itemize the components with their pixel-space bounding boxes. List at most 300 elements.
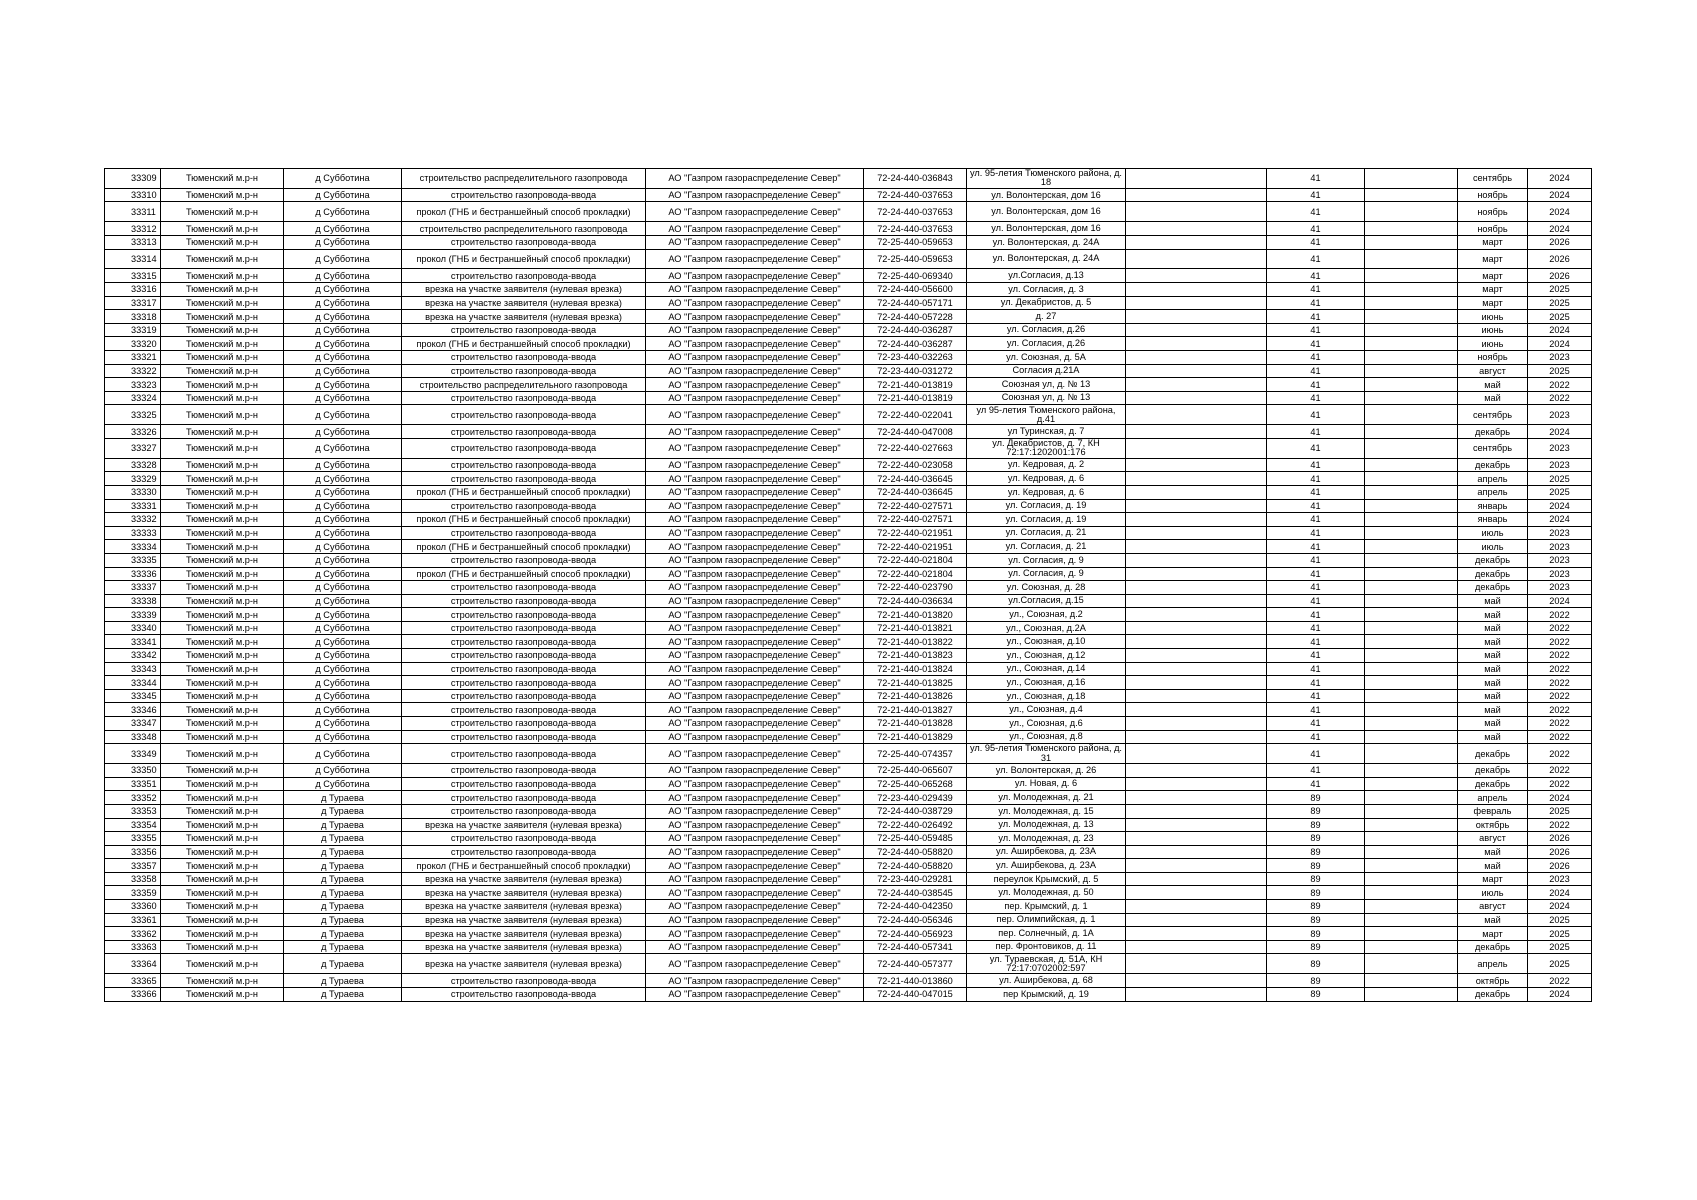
cell-address: ул. Волонтерская, д. 26 <box>967 764 1126 778</box>
cell-district: Тюменский м.р-н <box>161 974 284 988</box>
cell-locality: д Субботина <box>284 764 402 778</box>
cell-number: 33343 <box>105 662 161 676</box>
cell-locality: д Субботина <box>284 249 402 269</box>
cell-empty-1 <box>1126 818 1267 832</box>
cell-organization: АО "Газпром газораспределение Север" <box>646 818 864 832</box>
cell-month: май <box>1458 859 1528 873</box>
cell-number: 33310 <box>105 188 161 202</box>
cell-application-id: 72-23-440-029281 <box>864 872 967 886</box>
cell-code: 41 <box>1267 581 1365 595</box>
cell-number: 33321 <box>105 351 161 365</box>
cell-district: Тюменский м.р-н <box>161 438 284 458</box>
cell-code: 41 <box>1267 764 1365 778</box>
cell-address: ул.Согласия, д.15 <box>967 594 1126 608</box>
cell-month: декабрь <box>1458 764 1528 778</box>
table-row <box>105 540 1592 554</box>
cell-district: Тюменский м.р-н <box>161 222 284 236</box>
cell-month: декабрь <box>1458 581 1528 595</box>
cell-year: 2026 <box>1528 859 1592 873</box>
cell-empty-2 <box>1365 188 1458 202</box>
cell-number: 33325 <box>105 405 161 425</box>
cell-empty-1 <box>1126 987 1267 1001</box>
cell-number: 33324 <box>105 391 161 405</box>
cell-application-id: 72-24-440-036287 <box>864 323 967 337</box>
cell-empty-1 <box>1126 804 1267 818</box>
cell-number: 33355 <box>105 832 161 846</box>
cell-address: ул. Молодежная, д. 13 <box>967 818 1126 832</box>
cell-number: 33348 <box>105 730 161 744</box>
cell-month: август <box>1458 364 1528 378</box>
cell-empty-2 <box>1365 581 1458 595</box>
cell-work-type: строительство распределительного газопровода <box>402 378 646 392</box>
cell-code: 89 <box>1267 974 1365 988</box>
cell-address: ул. Молодежная, д. 21 <box>967 791 1126 805</box>
cell-year: 2026 <box>1528 845 1592 859</box>
cell-month: март <box>1458 927 1528 941</box>
cell-code: 41 <box>1267 323 1365 337</box>
cell-code: 41 <box>1267 364 1365 378</box>
cell-empty-2 <box>1365 676 1458 690</box>
table-row <box>105 804 1592 818</box>
cell-organization: АО "Газпром газораспределение Север" <box>646 940 864 954</box>
cell-organization: АО "Газпром газораспределение Север" <box>646 296 864 310</box>
cell-empty-1 <box>1126 777 1267 791</box>
table-row <box>105 310 1592 324</box>
cell-address: ул., Союзная, д.4 <box>967 703 1126 717</box>
cell-code: 41 <box>1267 703 1365 717</box>
cell-year: 2022 <box>1528 676 1592 690</box>
cell-address: ул. Волонтерская, д. 24А <box>967 235 1126 249</box>
cell-code: 41 <box>1267 621 1365 635</box>
cell-number: 33365 <box>105 974 161 988</box>
cell-month: май <box>1458 703 1528 717</box>
cell-organization: АО "Газпром газораспределение Север" <box>646 310 864 324</box>
cell-empty-2 <box>1365 269 1458 283</box>
cell-locality: д Субботина <box>284 169 402 189</box>
cell-locality: д Субботина <box>284 364 402 378</box>
cell-locality: д Субботина <box>284 458 402 472</box>
cell-locality: д Тураева <box>284 832 402 846</box>
cell-year: 2024 <box>1528 594 1592 608</box>
cell-organization: АО "Газпром газораспределение Север" <box>646 567 864 581</box>
cell-district: Тюменский м.р-н <box>161 954 284 974</box>
cell-empty-2 <box>1365 717 1458 731</box>
cell-code: 41 <box>1267 438 1365 458</box>
cell-organization: АО "Газпром газораспределение Север" <box>646 351 864 365</box>
cell-number: 33362 <box>105 927 161 941</box>
cell-empty-1 <box>1126 540 1267 554</box>
cell-work-type: строительство газопровода-ввода <box>402 777 646 791</box>
cell-number: 33341 <box>105 635 161 649</box>
table-row <box>105 777 1592 791</box>
cell-month: январь <box>1458 499 1528 513</box>
cell-empty-2 <box>1365 378 1458 392</box>
cell-year: 2026 <box>1528 235 1592 249</box>
table-row <box>105 913 1592 927</box>
cell-empty-1 <box>1126 886 1267 900</box>
cell-work-type: строительство газопровода-ввода <box>402 676 646 690</box>
table-row <box>105 744 1592 764</box>
cell-organization: АО "Газпром газораспределение Север" <box>646 472 864 486</box>
cell-district: Тюменский м.р-н <box>161 832 284 846</box>
cell-year: 2025 <box>1528 913 1592 927</box>
cell-locality: д Субботина <box>284 283 402 297</box>
cell-application-id: 72-25-440-059653 <box>864 235 967 249</box>
cell-organization: АО "Газпром газораспределение Север" <box>646 337 864 351</box>
cell-month: июнь <box>1458 323 1528 337</box>
cell-empty-1 <box>1126 900 1267 914</box>
cell-work-type: строительство газопровода-ввода <box>402 364 646 378</box>
cell-month: май <box>1458 621 1528 635</box>
cell-number: 33358 <box>105 872 161 886</box>
cell-year: 2025 <box>1528 927 1592 941</box>
table-row <box>105 405 1592 425</box>
cell-empty-2 <box>1365 438 1458 458</box>
cell-month: декабрь <box>1458 777 1528 791</box>
cell-empty-2 <box>1365 621 1458 635</box>
cell-address: ул. Согласия, д.26 <box>967 337 1126 351</box>
cell-empty-2 <box>1365 913 1458 927</box>
cell-code: 41 <box>1267 310 1365 324</box>
cell-application-id: 72-22-440-027663 <box>864 438 967 458</box>
cell-organization: АО "Газпром газораспределение Север" <box>646 169 864 189</box>
cell-application-id: 72-24-440-056923 <box>864 927 967 941</box>
cell-number: 33313 <box>105 235 161 249</box>
cell-year: 2022 <box>1528 764 1592 778</box>
cell-work-type: строительство газопровода-ввода <box>402 458 646 472</box>
cell-work-type: прокол (ГНБ и бестраншейный способ прокладки) <box>402 540 646 554</box>
cell-number: 33361 <box>105 913 161 927</box>
cell-month: май <box>1458 391 1528 405</box>
cell-address: ул. Молодежная, д. 50 <box>967 886 1126 900</box>
cell-application-id: 72-21-440-013860 <box>864 974 967 988</box>
cell-address: Союзная ул, д. № 13 <box>967 378 1126 392</box>
table-row <box>105 954 1592 974</box>
cell-address: ул. Согласия, д. 21 <box>967 526 1126 540</box>
cell-code: 41 <box>1267 249 1365 269</box>
cell-empty-1 <box>1126 169 1267 189</box>
cell-work-type: строительство газопровода-ввода <box>402 689 646 703</box>
cell-empty-2 <box>1365 804 1458 818</box>
cell-address: ул Туринская, д. 7 <box>967 425 1126 439</box>
cell-number: 33311 <box>105 202 161 222</box>
cell-code: 41 <box>1267 405 1365 425</box>
cell-locality: д Тураева <box>284 872 402 886</box>
cell-work-type: прокол (ГНБ и бестраншейный способ прокладки) <box>402 202 646 222</box>
cell-locality: д Субботина <box>284 310 402 324</box>
cell-empty-2 <box>1365 235 1458 249</box>
cell-code: 89 <box>1267 954 1365 974</box>
cell-locality: д Субботина <box>284 378 402 392</box>
cell-locality: д Субботина <box>284 676 402 690</box>
cell-application-id: 72-21-440-013826 <box>864 689 967 703</box>
cell-work-type: строительство газопровода-ввода <box>402 405 646 425</box>
cell-work-type: прокол (ГНБ и бестраншейный способ прокладки) <box>402 567 646 581</box>
cell-work-type: прокол (ГНБ и бестраншейный способ прокладки) <box>402 513 646 527</box>
table-row <box>105 438 1592 458</box>
table-row <box>105 269 1592 283</box>
cell-month: октябрь <box>1458 974 1528 988</box>
cell-empty-1 <box>1126 526 1267 540</box>
cell-number: 33346 <box>105 703 161 717</box>
cell-address: ул. Кедровая, д. 6 <box>967 485 1126 499</box>
cell-district: Тюменский м.р-н <box>161 594 284 608</box>
cell-locality: д Субботина <box>284 717 402 731</box>
cell-year: 2022 <box>1528 974 1592 988</box>
cell-year: 2024 <box>1528 323 1592 337</box>
cell-code: 89 <box>1267 818 1365 832</box>
cell-year: 2023 <box>1528 405 1592 425</box>
cell-year: 2022 <box>1528 378 1592 392</box>
cell-application-id: 72-21-440-013824 <box>864 662 967 676</box>
cell-empty-1 <box>1126 391 1267 405</box>
cell-locality: д Субботина <box>284 662 402 676</box>
cell-code: 41 <box>1267 635 1365 649</box>
cell-month: февраль <box>1458 804 1528 818</box>
cell-year: 2025 <box>1528 804 1592 818</box>
cell-empty-1 <box>1126 974 1267 988</box>
table-row <box>105 635 1592 649</box>
cell-empty-1 <box>1126 744 1267 764</box>
cell-empty-2 <box>1365 405 1458 425</box>
cell-empty-1 <box>1126 553 1267 567</box>
cell-work-type: строительство газопровода-ввода <box>402 730 646 744</box>
cell-address: ул. Волонтерская, дом 16 <box>967 222 1126 236</box>
cell-year: 2022 <box>1528 635 1592 649</box>
cell-month: декабрь <box>1458 744 1528 764</box>
table-row <box>105 676 1592 690</box>
cell-empty-2 <box>1365 608 1458 622</box>
cell-number: 33333 <box>105 526 161 540</box>
cell-empty-1 <box>1126 954 1267 974</box>
cell-empty-2 <box>1365 296 1458 310</box>
cell-locality: д Тураева <box>284 859 402 873</box>
cell-number: 33334 <box>105 540 161 554</box>
cell-locality: д Субботина <box>284 526 402 540</box>
cell-locality: д Тураева <box>284 987 402 1001</box>
cell-organization: АО "Газпром газораспределение Север" <box>646 323 864 337</box>
cell-organization: АО "Газпром газораспределение Север" <box>646 927 864 941</box>
cell-month: март <box>1458 269 1528 283</box>
cell-locality: д Тураева <box>284 940 402 954</box>
cell-address: ул. Аширбекова, д. 23А <box>967 859 1126 873</box>
cell-code: 41 <box>1267 378 1365 392</box>
cell-locality: д Субботина <box>284 438 402 458</box>
cell-locality: д Субботина <box>284 730 402 744</box>
cell-district: Тюменский м.р-н <box>161 635 284 649</box>
table-row <box>105 886 1592 900</box>
cell-empty-2 <box>1365 310 1458 324</box>
cell-number: 33335 <box>105 553 161 567</box>
cell-empty-2 <box>1365 703 1458 717</box>
cell-work-type: строительство газопровода-ввода <box>402 526 646 540</box>
cell-locality: д Тураева <box>284 927 402 941</box>
cell-work-type: строительство газопровода-ввода <box>402 987 646 1001</box>
cell-number: 33318 <box>105 310 161 324</box>
cell-application-id: 72-24-440-047008 <box>864 425 967 439</box>
cell-month: апрель <box>1458 472 1528 486</box>
cell-work-type: прокол (ГНБ и бестраншейный способ прокладки) <box>402 337 646 351</box>
cell-district: Тюменский м.р-н <box>161 526 284 540</box>
cell-code: 41 <box>1267 649 1365 663</box>
cell-work-type: строительство распределительного газопровода <box>402 222 646 236</box>
cell-year: 2023 <box>1528 553 1592 567</box>
cell-empty-2 <box>1365 662 1458 676</box>
cell-address: ул. Новая, д. 6 <box>967 777 1126 791</box>
cell-district: Тюменский м.р-н <box>161 940 284 954</box>
cell-work-type: врезка на участке заявителя (нулевая врезка) <box>402 954 646 974</box>
cell-organization: АО "Газпром газораспределение Север" <box>646 730 864 744</box>
cell-application-id: 72-22-440-021951 <box>864 526 967 540</box>
cell-address: ул. 95-летия Тюменского района, д. 18 <box>967 169 1126 189</box>
cell-empty-2 <box>1365 202 1458 222</box>
cell-address: ул. Кедровая, д. 6 <box>967 472 1126 486</box>
table-row <box>105 594 1592 608</box>
cell-district: Тюменский м.р-н <box>161 717 284 731</box>
cell-application-id: 72-24-440-036645 <box>864 472 967 486</box>
table-row <box>105 703 1592 717</box>
cell-empty-2 <box>1365 954 1458 974</box>
cell-empty-2 <box>1365 485 1458 499</box>
cell-empty-1 <box>1126 832 1267 846</box>
cell-number: 33354 <box>105 818 161 832</box>
cell-empty-2 <box>1365 818 1458 832</box>
cell-district: Тюменский м.р-н <box>161 581 284 595</box>
cell-month: май <box>1458 689 1528 703</box>
cell-empty-1 <box>1126 378 1267 392</box>
cell-year: 2024 <box>1528 202 1592 222</box>
cell-address: переулок Крымский, д. 5 <box>967 872 1126 886</box>
cell-application-id: 72-24-440-047015 <box>864 987 967 1001</box>
cell-code: 41 <box>1267 567 1365 581</box>
cell-code: 89 <box>1267 832 1365 846</box>
cell-application-id: 72-23-440-029439 <box>864 791 967 805</box>
cell-address: ул. 95-летия Тюменского района, д. 31 <box>967 744 1126 764</box>
cell-year: 2024 <box>1528 425 1592 439</box>
cell-address: ул., Союзная, д.10 <box>967 635 1126 649</box>
cell-application-id: 72-21-440-013820 <box>864 608 967 622</box>
cell-application-id: 72-21-440-013819 <box>864 391 967 405</box>
cell-work-type: строительство газопровода-ввода <box>402 635 646 649</box>
cell-district: Тюменский м.р-н <box>161 458 284 472</box>
cell-locality: д Субботина <box>284 485 402 499</box>
table-row <box>105 364 1592 378</box>
cell-address: ул. Тураевская, д. 51А, КН 72:17:0702002:597 <box>967 954 1126 974</box>
cell-empty-2 <box>1365 425 1458 439</box>
cell-number: 33317 <box>105 296 161 310</box>
cell-work-type: строительство газопровода-ввода <box>402 974 646 988</box>
cell-empty-1 <box>1126 608 1267 622</box>
cell-code: 89 <box>1267 872 1365 886</box>
cell-number: 33349 <box>105 744 161 764</box>
cell-code: 41 <box>1267 513 1365 527</box>
cell-application-id: 72-24-440-057228 <box>864 310 967 324</box>
cell-year: 2022 <box>1528 744 1592 764</box>
cell-locality: д Субботина <box>284 744 402 764</box>
cell-empty-2 <box>1365 859 1458 873</box>
cell-number: 33309 <box>105 169 161 189</box>
cell-application-id: 72-22-440-022041 <box>864 405 967 425</box>
cell-organization: АО "Газпром газораспределение Север" <box>646 676 864 690</box>
cell-district: Тюменский м.р-н <box>161 472 284 486</box>
cell-empty-2 <box>1365 391 1458 405</box>
cell-month: май <box>1458 662 1528 676</box>
cell-number: 33351 <box>105 777 161 791</box>
cell-work-type: врезка на участке заявителя (нулевая врезка) <box>402 818 646 832</box>
cell-application-id: 72-24-440-058820 <box>864 859 967 873</box>
cell-code: 41 <box>1267 676 1365 690</box>
cell-month: март <box>1458 235 1528 249</box>
cell-district: Тюменский м.р-н <box>161 202 284 222</box>
cell-locality: д Субботина <box>284 689 402 703</box>
cell-number: 33345 <box>105 689 161 703</box>
cell-locality: д Субботина <box>284 472 402 486</box>
cell-district: Тюменский м.р-н <box>161 872 284 886</box>
cell-application-id: 72-25-440-074357 <box>864 744 967 764</box>
cell-address: Согласия д.21А <box>967 364 1126 378</box>
cell-organization: АО "Газпром газораспределение Север" <box>646 635 864 649</box>
cell-organization: АО "Газпром газораспределение Север" <box>646 689 864 703</box>
cell-address: ул., Союзная, д.2А <box>967 621 1126 635</box>
cell-locality: д Субботина <box>284 405 402 425</box>
cell-work-type: строительство газопровода-ввода <box>402 472 646 486</box>
cell-empty-2 <box>1365 649 1458 663</box>
cell-empty-1 <box>1126 269 1267 283</box>
cell-year: 2025 <box>1528 310 1592 324</box>
cell-empty-2 <box>1365 458 1458 472</box>
cell-district: Тюменский м.р-н <box>161 540 284 554</box>
table-row <box>105 425 1592 439</box>
table-body <box>105 169 1592 1002</box>
cell-empty-1 <box>1126 649 1267 663</box>
cell-application-id: 72-24-440-056600 <box>864 283 967 297</box>
cell-district: Тюменский м.р-н <box>161 323 284 337</box>
cell-empty-1 <box>1126 351 1267 365</box>
cell-year: 2023 <box>1528 438 1592 458</box>
cell-empty-1 <box>1126 567 1267 581</box>
cell-number: 33327 <box>105 438 161 458</box>
cell-month: август <box>1458 832 1528 846</box>
cell-empty-1 <box>1126 310 1267 324</box>
cell-organization: АО "Газпром газораспределение Север" <box>646 438 864 458</box>
cell-organization: АО "Газпром газораспределение Север" <box>646 717 864 731</box>
cell-month: май <box>1458 649 1528 663</box>
table-row <box>105 567 1592 581</box>
cell-empty-1 <box>1126 323 1267 337</box>
cell-organization: АО "Газпром газораспределение Север" <box>646 791 864 805</box>
table-row <box>105 608 1592 622</box>
cell-year: 2024 <box>1528 499 1592 513</box>
cell-organization: АО "Газпром газораспределение Север" <box>646 859 864 873</box>
cell-locality: д Субботина <box>284 351 402 365</box>
cell-district: Тюменский м.р-н <box>161 269 284 283</box>
cell-number: 33366 <box>105 987 161 1001</box>
cell-address: Союзная ул, д. № 13 <box>967 391 1126 405</box>
cell-empty-1 <box>1126 222 1267 236</box>
cell-work-type: прокол (ГНБ и бестраншейный способ прокладки) <box>402 249 646 269</box>
cell-district: Тюменский м.р-н <box>161 913 284 927</box>
cell-month: май <box>1458 635 1528 649</box>
cell-number: 33350 <box>105 764 161 778</box>
cell-empty-1 <box>1126 621 1267 635</box>
cell-district: Тюменский м.р-н <box>161 777 284 791</box>
table-row <box>105 222 1592 236</box>
cell-address: ул.Согласия, д.13 <box>967 269 1126 283</box>
cell-number: 33347 <box>105 717 161 731</box>
cell-number: 33315 <box>105 269 161 283</box>
cell-locality: д Субботина <box>284 581 402 595</box>
cell-application-id: 72-21-440-013827 <box>864 703 967 717</box>
